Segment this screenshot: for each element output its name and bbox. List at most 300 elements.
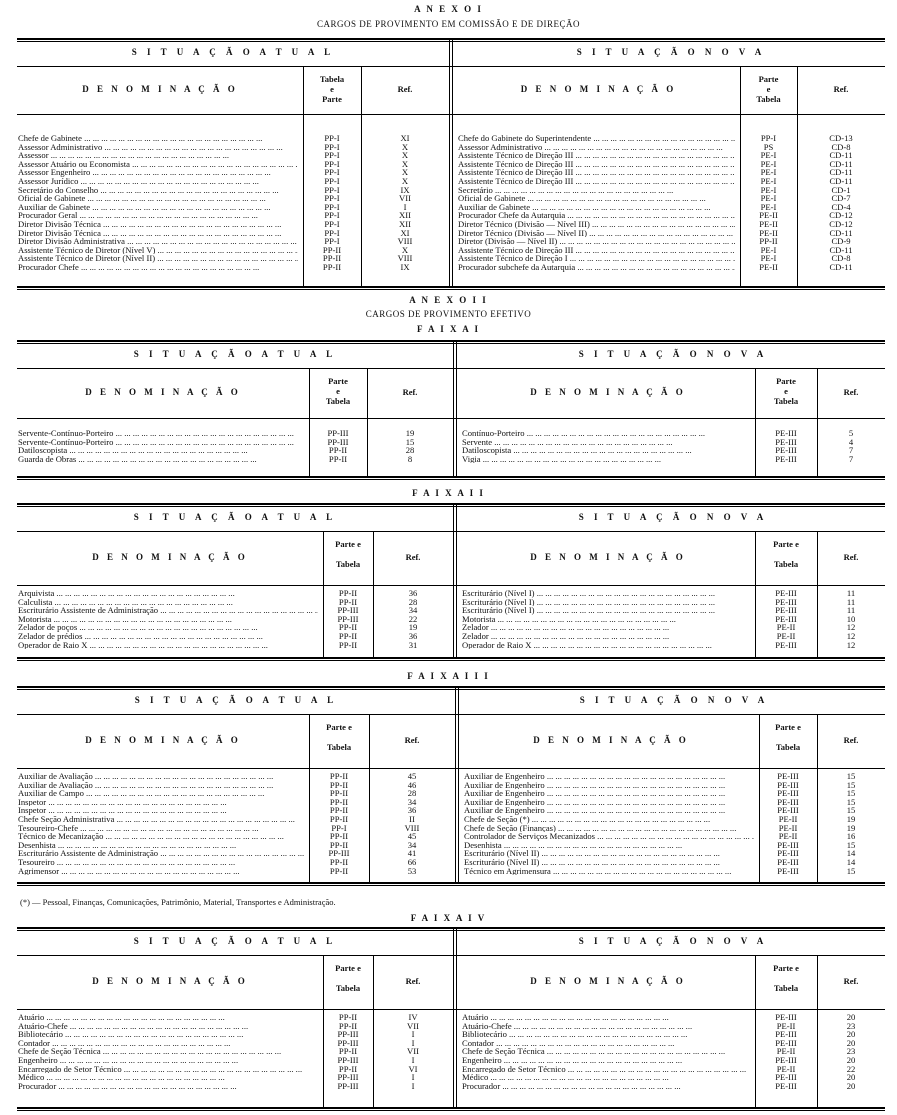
- right-row-ref: 11: [846, 597, 856, 607]
- right-names: [462, 1013, 750, 1090]
- left-row-ref: 36: [408, 631, 418, 641]
- left-row-ref: 15: [405, 437, 415, 447]
- right-row-ref: CD-11: [829, 245, 853, 255]
- right-row-name: Diretor Técnico (Divisão — Nível III) ... .: [458, 220, 735, 229]
- left-ref-header: Ref.: [397, 84, 413, 94]
- left-row-ref: VIII: [404, 823, 420, 833]
- right-row-ref: CD-9: [831, 237, 851, 246]
- right-row-name: Operador de Raio X ... .: [462, 641, 750, 650]
- right-row-parte: PE-II: [778, 823, 798, 833]
- left-row-parte: PP-II: [329, 832, 349, 841]
- caption-rule: [17, 714, 885, 716]
- right-row-parte: PE-III: [775, 1013, 797, 1022]
- faixa-4-title: F A I X A I V: [410, 913, 487, 923]
- left-row-ref: IV: [408, 1013, 418, 1022]
- right-row-parte: PE-III: [777, 840, 799, 850]
- right-row-ref: CD-12: [829, 219, 853, 229]
- right-row-ref: CD-8: [831, 142, 851, 152]
- left-row-name: Contador ... .: [18, 1039, 318, 1048]
- left-row-parte: PP-II: [329, 806, 349, 815]
- right-ref-header: Ref.: [843, 552, 859, 562]
- right-row-name: Datiloscopista ... .: [462, 446, 750, 455]
- right-parte-header: Parte e Tabela: [773, 376, 799, 406]
- left-row-ref: X: [401, 142, 409, 152]
- right-row-name: Procurador Chefe da Autarquia ... .: [458, 211, 735, 220]
- left-row-parte: PP-II: [338, 1021, 358, 1031]
- right-row-ref: 22: [846, 1064, 856, 1074]
- right-row-name: Servente ... .: [462, 438, 750, 447]
- left-row-parte: PP-II: [329, 840, 349, 850]
- right-row-ref: 20: [846, 1030, 856, 1039]
- left-row-parte: PP-I: [324, 194, 340, 203]
- right-row-ref: 23: [846, 1047, 856, 1056]
- left-row-parte: PP-II: [329, 866, 349, 876]
- right-row-parte: PE-II: [778, 832, 798, 841]
- left-row-parte: PP-III: [337, 606, 359, 615]
- left-row-parte: PP-I: [324, 159, 340, 169]
- right-denominacao-header: D E N O M I N A Ç Ã O: [530, 387, 686, 397]
- right-row-parte: PE-I: [760, 254, 777, 263]
- left-row-parte: PP-III: [327, 429, 349, 438]
- table-bottom-rule: [17, 657, 885, 661]
- right-row-name: Diretor Técnico (Divisão — Nível II) ... .: [458, 229, 735, 238]
- right-row-parte: PE-I: [760, 194, 777, 203]
- right-names: [464, 772, 754, 875]
- left-row-name: Auxiliar de Avaliação ... .: [18, 772, 304, 781]
- table-top-rule: [17, 340, 885, 344]
- left-names: [18, 429, 304, 463]
- left-parte: [309, 429, 367, 463]
- anexo-1-table: [17, 38, 885, 290]
- left-row-name: Zelador de prédios ... .: [18, 632, 318, 641]
- right-denominacao-header: D E N O M I N A Ç Ã O: [530, 976, 686, 986]
- left-row-name: Servente-Contínuo-Porteiro ... .: [18, 429, 304, 438]
- right-row-name: Procurador subchefe da Autarquia ... .: [458, 263, 735, 272]
- left-parte: [323, 589, 373, 649]
- right-parte-header: Parte e Tabela: [756, 74, 781, 104]
- right-row-name: Auxiliar de Engenheiro ... .: [464, 781, 754, 790]
- left-ref: [373, 589, 453, 649]
- right-row-parte: PE-III: [775, 1030, 797, 1039]
- right-ref-header: Ref.: [843, 735, 859, 745]
- right-row-name: Assistente Técnico de Direção I ... .: [458, 254, 735, 263]
- left-row-ref: XII: [399, 211, 411, 220]
- left-row-name: Auxiliar de Avaliação ... .: [18, 781, 304, 790]
- left-denominacao-header: D E N O M I N A Ç Ã O: [85, 387, 241, 397]
- right-row-ref: 15: [846, 780, 856, 790]
- right-row-parte: PE-II: [776, 631, 796, 641]
- left-row-name: Diretor Divisão Técnica ... .: [18, 220, 298, 229]
- left-row-ref: 28: [405, 446, 415, 455]
- right-caption: S I T U A Ç Ã O N O V A: [576, 47, 766, 57]
- left-row-parte: PP-II: [338, 640, 358, 650]
- left-ref-header: Ref.: [402, 387, 418, 397]
- table-bottom-rule: [17, 882, 885, 886]
- right-row-ref: 23: [846, 1021, 856, 1031]
- left-row-ref: XII: [399, 219, 411, 229]
- right-row-parte: PE-I: [760, 176, 777, 186]
- left-row-name: Escriturário Assistente de Administração ... .: [18, 849, 304, 858]
- anexo-2-title: A N E X O I I: [409, 295, 488, 305]
- left-row-name: Datiloscopista ... .: [18, 446, 304, 455]
- left-row-name: Tesoureiro ... .: [18, 858, 304, 867]
- right-row-ref: CD-11: [829, 151, 853, 160]
- center-divider: [449, 38, 453, 288]
- right-ref-header: Ref.: [843, 976, 859, 986]
- left-row-ref: 28: [408, 597, 418, 607]
- right-row-ref: 20: [846, 1055, 856, 1065]
- left-row-name: Assessor Administrativo ... .: [18, 143, 298, 152]
- right-row-ref: 15: [846, 797, 856, 807]
- left-row-name: Assistente Técnico de Diretor (Nível II) ... .: [18, 254, 298, 263]
- left-row-ref: X: [401, 245, 409, 255]
- right-row-ref: 12: [846, 623, 856, 632]
- right-denominacao-header: D E N O M I N A Ç Ã O: [530, 552, 686, 562]
- left-row-ref: 8: [407, 454, 413, 464]
- right-row-name: Auxiliar de Gabinete ... .: [458, 203, 735, 212]
- right-ref: [817, 1013, 885, 1090]
- left-parte: [309, 772, 369, 875]
- left-row-ref: 46: [407, 780, 417, 790]
- left-row-parte: PP-I: [324, 228, 340, 238]
- left-row-ref: I: [411, 1055, 415, 1065]
- left-row-parte: PP-II: [338, 1064, 358, 1074]
- right-row-ref: CD-11: [829, 168, 853, 177]
- anexo-1-title: A N E X O I: [414, 4, 483, 14]
- left-row-ref: IX: [400, 185, 410, 195]
- left-row-parte: PP-II: [322, 245, 342, 255]
- right-caption: S I T U A Ç Ã O N O V A: [578, 349, 768, 359]
- left-row-name: Guarda de Obras ... .: [18, 455, 304, 464]
- right-row-ref: CD-11: [829, 228, 853, 238]
- left-ref-header: Ref.: [404, 735, 420, 745]
- left-row-parte: PP-III: [337, 1030, 359, 1039]
- left-row-parte: PP-II: [329, 772, 349, 781]
- right-parte: [755, 589, 817, 649]
- left-row-parte: PP-I: [324, 168, 340, 177]
- right-parte-header: Parte e Tabela: [773, 539, 799, 569]
- right-row-ref: 15: [846, 840, 856, 850]
- faixa-2-title: F A I X A I I: [412, 488, 485, 498]
- left-caption: S I T U A Ç Ã O A T U A L: [133, 349, 337, 359]
- left-row-name: Agrimensor ... .: [18, 867, 304, 876]
- left-row-ref: 41: [407, 849, 417, 858]
- left-row-ref: IX: [400, 262, 410, 272]
- right-row-parte: PE-III: [777, 857, 799, 867]
- right-row-parte: PE-II: [776, 623, 796, 632]
- right-row-ref: 19: [846, 823, 856, 833]
- left-row-parte: PP-II: [338, 1047, 358, 1056]
- right-row-parte: PE-II: [759, 228, 778, 238]
- right-row-name: Contador ... .: [462, 1039, 750, 1048]
- right-row-name: Auxiliar de Engenheiro ... .: [464, 798, 754, 807]
- center-divider: [453, 927, 457, 1109]
- right-row-ref: CD-1: [831, 185, 851, 195]
- center-divider: [455, 686, 459, 884]
- left-row-parte: PP-II: [328, 454, 348, 464]
- left-row-name: Assessor ... .: [18, 151, 298, 160]
- anexo-2-subtitle: CARGOS DE PROVIMENTO EFETIVO: [365, 309, 532, 319]
- left-row-ref: I: [411, 1030, 415, 1039]
- left-ref: [367, 429, 453, 463]
- left-row-parte: PP-I: [324, 185, 340, 195]
- right-row-parte: PE-III: [775, 640, 797, 650]
- right-row-parte: PE-III: [775, 454, 797, 464]
- header-rule: [17, 768, 885, 770]
- left-row-parte: PP-III: [328, 849, 350, 858]
- right-names: [462, 589, 750, 649]
- left-row-parte: PP-II: [329, 797, 349, 807]
- left-row-name: Diretor Divisão Administrativa ... .: [18, 237, 298, 246]
- left-parte: [303, 134, 361, 272]
- right-row-name: Vigia ... .: [462, 455, 750, 464]
- right-row-parte: PE-III: [777, 772, 799, 781]
- left-row-parte: PP-II: [338, 589, 358, 598]
- right-row-name: Assessor Administrativo ... .: [458, 143, 735, 152]
- left-row-name: Auxiliar de Campo ... .: [18, 789, 304, 798]
- right-row-ref: 15: [846, 866, 856, 876]
- right-row-ref: CD-7: [831, 194, 851, 203]
- left-row-name: Encarregado de Setor Técnico ... .: [18, 1065, 318, 1074]
- left-row-ref: 34: [407, 840, 417, 850]
- right-row-ref: 15: [846, 772, 856, 781]
- right-row-ref: 15: [846, 806, 856, 815]
- left-parte-header: Parte e Tabela: [335, 539, 361, 569]
- left-names: [18, 1013, 318, 1090]
- right-row-parte: PE-III: [777, 866, 799, 876]
- right-ref: [817, 772, 885, 875]
- right-caption: S I T U A Ç Ã O N O V A: [579, 695, 769, 705]
- left-row-ref: XI: [400, 134, 410, 143]
- left-row-ref: 28: [407, 789, 417, 798]
- right-row-parte: PE-III: [775, 1055, 797, 1065]
- right-row-name: Escriturário (Nível I) ... .: [462, 598, 750, 607]
- left-row-parte: PP-II: [322, 262, 342, 272]
- left-denominacao-header: D E N O M I N A Ç Ã O: [92, 552, 248, 562]
- left-row-name: Médico ... .: [18, 1073, 318, 1082]
- right-row-parte: PE-III: [775, 429, 797, 438]
- left-row-ref: VII: [407, 1021, 419, 1031]
- right-row-ref: CD-8: [831, 254, 851, 263]
- right-row-parte: PE-III: [777, 797, 799, 807]
- left-row-parte: PP-I: [324, 202, 340, 212]
- left-row-ref: X: [401, 168, 409, 177]
- left-ref: [369, 772, 455, 875]
- right-row-ref: 14: [846, 849, 856, 858]
- right-row-ref: 20: [846, 1013, 856, 1022]
- right-row-parte: PP-II: [759, 237, 778, 246]
- right-row-name: Desenhista ... .: [464, 841, 754, 850]
- right-row-parte: PE-III: [777, 806, 799, 815]
- left-row-name: Inspetor ... .: [18, 798, 304, 807]
- left-row-name: Escriturário Assistente de Administração ... .: [18, 606, 318, 615]
- right-row-name: Zelador ... .: [462, 623, 750, 632]
- right-row-ref: 7: [848, 446, 854, 455]
- left-parte-header: Parte e Tabela: [325, 376, 351, 406]
- left-ref-header: Ref.: [405, 552, 421, 562]
- right-row-parte: PE-III: [775, 1081, 797, 1091]
- left-parte-header: Tabela e Parte: [319, 74, 345, 104]
- right-row-name: Secretário ... .: [458, 186, 735, 195]
- right-row-name: Zelador ... .: [462, 632, 750, 641]
- right-names: [462, 429, 750, 463]
- right-row-parte: PE-III: [775, 614, 797, 624]
- right-row-name: Escriturário (Nível I) ... .: [462, 606, 750, 615]
- right-row-parte: PE-III: [775, 589, 797, 598]
- right-row-name: Auxiliar de Engenheiro ... .: [464, 772, 754, 781]
- right-row-ref: 12: [846, 640, 856, 650]
- right-ref: [817, 429, 885, 463]
- left-row-ref: VIII: [397, 237, 413, 246]
- right-row-name: Assistente Técnico de Direção III ... .: [458, 160, 735, 169]
- right-row-parte: PE-II: [778, 814, 798, 824]
- anexo-1-subtitle: CARGOS DE PROVIMENTO EM COMISSÃO E DE DIREÇÃO: [316, 19, 581, 29]
- right-denominacao-header: D E N O M I N A Ç Ã O: [533, 735, 689, 745]
- right-row-name: Diretor (Divisão — Nível II) ... .: [458, 237, 735, 246]
- left-row-ref: I: [403, 202, 407, 212]
- right-row-ref: 11: [846, 606, 856, 615]
- left-row-name: Chefe de Seção Técnica ... .: [18, 1047, 318, 1056]
- left-row-ref: 22: [408, 614, 418, 624]
- right-row-name: Bibliotecário ... .: [462, 1030, 750, 1039]
- left-row-name: Inspetor ... .: [18, 806, 304, 815]
- left-caption: S I T U A Ç Ã O A T U A L: [133, 512, 337, 522]
- left-names: [18, 134, 298, 272]
- right-denominacao-header: D E N O M I N A Ç Ã O: [520, 84, 677, 94]
- left-row-ref: VI: [408, 1064, 418, 1074]
- left-caption: S I T U A Ç Ã O A T U A L: [133, 936, 337, 946]
- left-ref-header: Ref.: [405, 976, 421, 986]
- right-row-parte: PE-III: [775, 597, 797, 607]
- right-row-parte: PE-III: [775, 437, 797, 447]
- right-ref-header: Ref.: [833, 84, 849, 94]
- right-row-ref: CD-11: [829, 262, 853, 272]
- left-row-name: Atuário-Chefe ... .: [18, 1022, 318, 1031]
- left-row-ref: 45: [407, 832, 417, 841]
- right-row-parte: PE-III: [775, 1073, 797, 1082]
- right-row-ref: CD-13: [829, 134, 853, 143]
- left-denominacao-header: D E N O M I N A Ç Ã O: [82, 84, 238, 94]
- left-row-name: Motorista ... .: [18, 615, 318, 624]
- table-bottom-rule: [17, 286, 885, 290]
- right-row-name: Oficial de Gabinete ... .: [458, 194, 735, 203]
- left-row-name: Assessor Atuário ou Economista ... .: [18, 160, 298, 169]
- left-row-name: Chefe Seção Administrativa ... .: [18, 815, 304, 824]
- left-row-parte: PP-I: [324, 219, 340, 229]
- right-row-ref: 16: [846, 832, 856, 841]
- left-row-parte: PP-I: [324, 151, 340, 160]
- left-row-name: Zelador de poços ... .: [18, 623, 318, 632]
- right-row-ref: CD-11: [829, 176, 853, 186]
- left-caption: S I T U A Ç Ã O A T U A L: [134, 695, 338, 705]
- right-row-ref: 7: [848, 454, 854, 464]
- right-row-ref: 11: [846, 589, 856, 598]
- left-row-name: Procurador Chefe ... .: [18, 263, 298, 272]
- right-row-ref: CD-11: [829, 159, 853, 169]
- left-row-parte: PP-II: [328, 446, 348, 455]
- right-row-name: Médico ... .: [462, 1073, 750, 1082]
- left-parte: [323, 1013, 373, 1090]
- right-row-ref: CD-4: [831, 202, 851, 212]
- right-row-parte: PE-II: [776, 1047, 796, 1056]
- left-row-parte: PP-II: [338, 623, 358, 632]
- right-row-parte: PE-I: [760, 151, 777, 160]
- right-row-name: Técnico em Agrimensura ... .: [464, 867, 754, 876]
- table-top-rule: [17, 503, 885, 507]
- right-row-ref: 14: [846, 857, 856, 867]
- left-caption: S I T U A Ç Ã O A T U A L: [131, 47, 335, 57]
- right-row-parte: PE-II: [759, 219, 778, 229]
- right-parte: [740, 134, 797, 272]
- right-row-name: Engenheiro ... .: [462, 1056, 750, 1065]
- table-top-rule: [17, 686, 885, 690]
- right-row-parte: PE-I: [760, 185, 777, 195]
- left-row-ref: 19: [408, 623, 418, 632]
- right-caption: S I T U A Ç Ã O N O V A: [578, 512, 768, 522]
- right-row-ref: 15: [846, 789, 856, 798]
- left-row-ref: 53: [407, 866, 417, 876]
- left-row-parte: PP-I: [324, 211, 340, 220]
- right-row-name: Chefe do Gabinete do Superintendente ... .: [458, 134, 735, 143]
- right-row-name: Assistente Técnico de Direção III ... .: [458, 177, 735, 186]
- faixa-3-table: [17, 686, 885, 886]
- left-row-name: Técnico de Mecanização ... .: [18, 832, 304, 841]
- left-names: [18, 589, 318, 649]
- left-row-ref: 36: [408, 589, 418, 598]
- left-row-parte: PP-II: [338, 1013, 358, 1022]
- right-ref: [817, 589, 885, 649]
- left-row-ref: II: [409, 814, 415, 824]
- right-row-ref: CD-12: [829, 211, 853, 220]
- left-row-name: Servente-Contínuo-Porteiro ... .: [18, 438, 304, 447]
- left-row-parte: PP-III: [337, 1055, 359, 1065]
- left-row-ref: 19: [405, 429, 415, 438]
- right-row-parte: PE-II: [759, 262, 778, 272]
- right-parte: [755, 1013, 817, 1090]
- right-row-name: Escriturário (Nível I) ... .: [462, 589, 750, 598]
- left-row-ref: X: [401, 176, 409, 186]
- left-row-name: Procurador ... .: [18, 1082, 318, 1091]
- left-denominacao-header: D E N O M I N A Ç Ã O: [85, 735, 241, 745]
- right-row-ref: 10: [846, 614, 856, 624]
- left-row-ref: 34: [407, 797, 417, 807]
- right-row-ref: 12: [846, 631, 856, 641]
- left-parte-header: Parte e Tabela: [326, 722, 352, 752]
- right-row-name: Contínuo-Porteiro ... .: [462, 429, 750, 438]
- right-names: [458, 134, 735, 272]
- left-row-name: Secretário do Conselho ... .: [18, 186, 298, 195]
- right-row-name: Atuário ... .: [462, 1013, 750, 1022]
- right-row-ref: 4: [848, 437, 854, 447]
- right-row-name: Motorista ... .: [462, 615, 750, 624]
- left-row-name: Engenheiro ... .: [18, 1056, 318, 1065]
- left-row-ref: VII: [407, 1047, 419, 1056]
- left-row-parte: PP-II: [329, 789, 349, 798]
- right-row-name: Assistente Técnico de Direção III ... .: [458, 151, 735, 160]
- right-row-name: Escriturário (Nível II) ... .: [464, 849, 754, 858]
- left-row-name: Atuário ... .: [18, 1013, 318, 1022]
- right-row-name: Chefe de Seção (*) ... .: [464, 815, 754, 824]
- right-row-parte: PE-II: [776, 1064, 796, 1074]
- left-names: [18, 772, 304, 875]
- left-row-parte: PP-III: [327, 437, 349, 447]
- table-bottom-rule: [17, 1107, 885, 1111]
- left-row-parte: PP-III: [337, 1081, 359, 1091]
- faixa-3-note: (*) — Pessoal, Finanças, Comunicações, Patrimônio, Material, Transportes e Administração.: [20, 897, 336, 907]
- left-parte-header: Parte e Tabela: [335, 963, 361, 993]
- left-row-name: Bibliotecário ... .: [18, 1030, 318, 1039]
- left-row-parte: PP-II: [338, 631, 358, 641]
